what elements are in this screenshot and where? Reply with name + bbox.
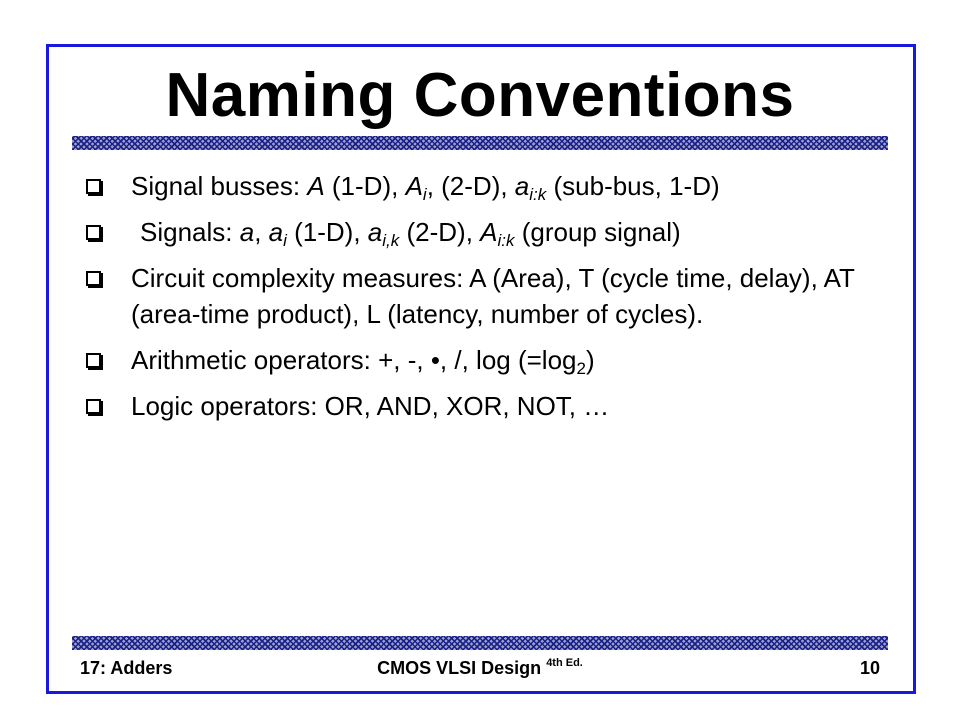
bullet-item (80, 388, 880, 424)
bullet-item (80, 214, 880, 250)
bullet-item (80, 168, 880, 204)
footer-divider (72, 636, 888, 650)
slide-title: Naming Conventions (165, 61, 795, 130)
title-divider (72, 136, 888, 150)
footer-edition: 4th Ed. (546, 657, 583, 669)
footer-page-number: 10 (859, 658, 880, 678)
checkbox-bullet-icon (86, 225, 101, 240)
checkbox-bullet-icon (86, 399, 101, 414)
bullet-text: Logic operators: OR, AND, XOR, NOT, … (131, 391, 610, 421)
checkbox-bullet-icon (86, 353, 101, 368)
bullet-item (80, 342, 880, 378)
footer-course-name: CMOS VLSI Design (377, 658, 542, 678)
checkbox-bullet-icon (86, 271, 101, 286)
bullet-list (80, 168, 880, 434)
bullet-text: Arithmetic operators: +, -, •, /, $\log (=\log_2)$ (131, 345, 595, 378)
bullet-item (80, 260, 880, 332)
checkbox-bullet-icon (86, 179, 101, 194)
footer-course-title (0, 656, 960, 680)
bullet-text: Circuit complexity measures: A (Area), T (cycle time, delay), AT (area-time product), L (latency, number of cycles). (131, 263, 855, 329)
bullet-text: Signals: a, $a_i$ (1-D), $a_{i,k}$ (2-D), $A_{i:k}$ (group signal) (140, 217, 681, 250)
bullet-text: Signal busses: A (1-D), $A_i$, (2-D), $a_{i:k}$ (sub-bus, 1-D) (131, 171, 720, 204)
footer-lecture-label: 17: Adders (80, 658, 173, 678)
